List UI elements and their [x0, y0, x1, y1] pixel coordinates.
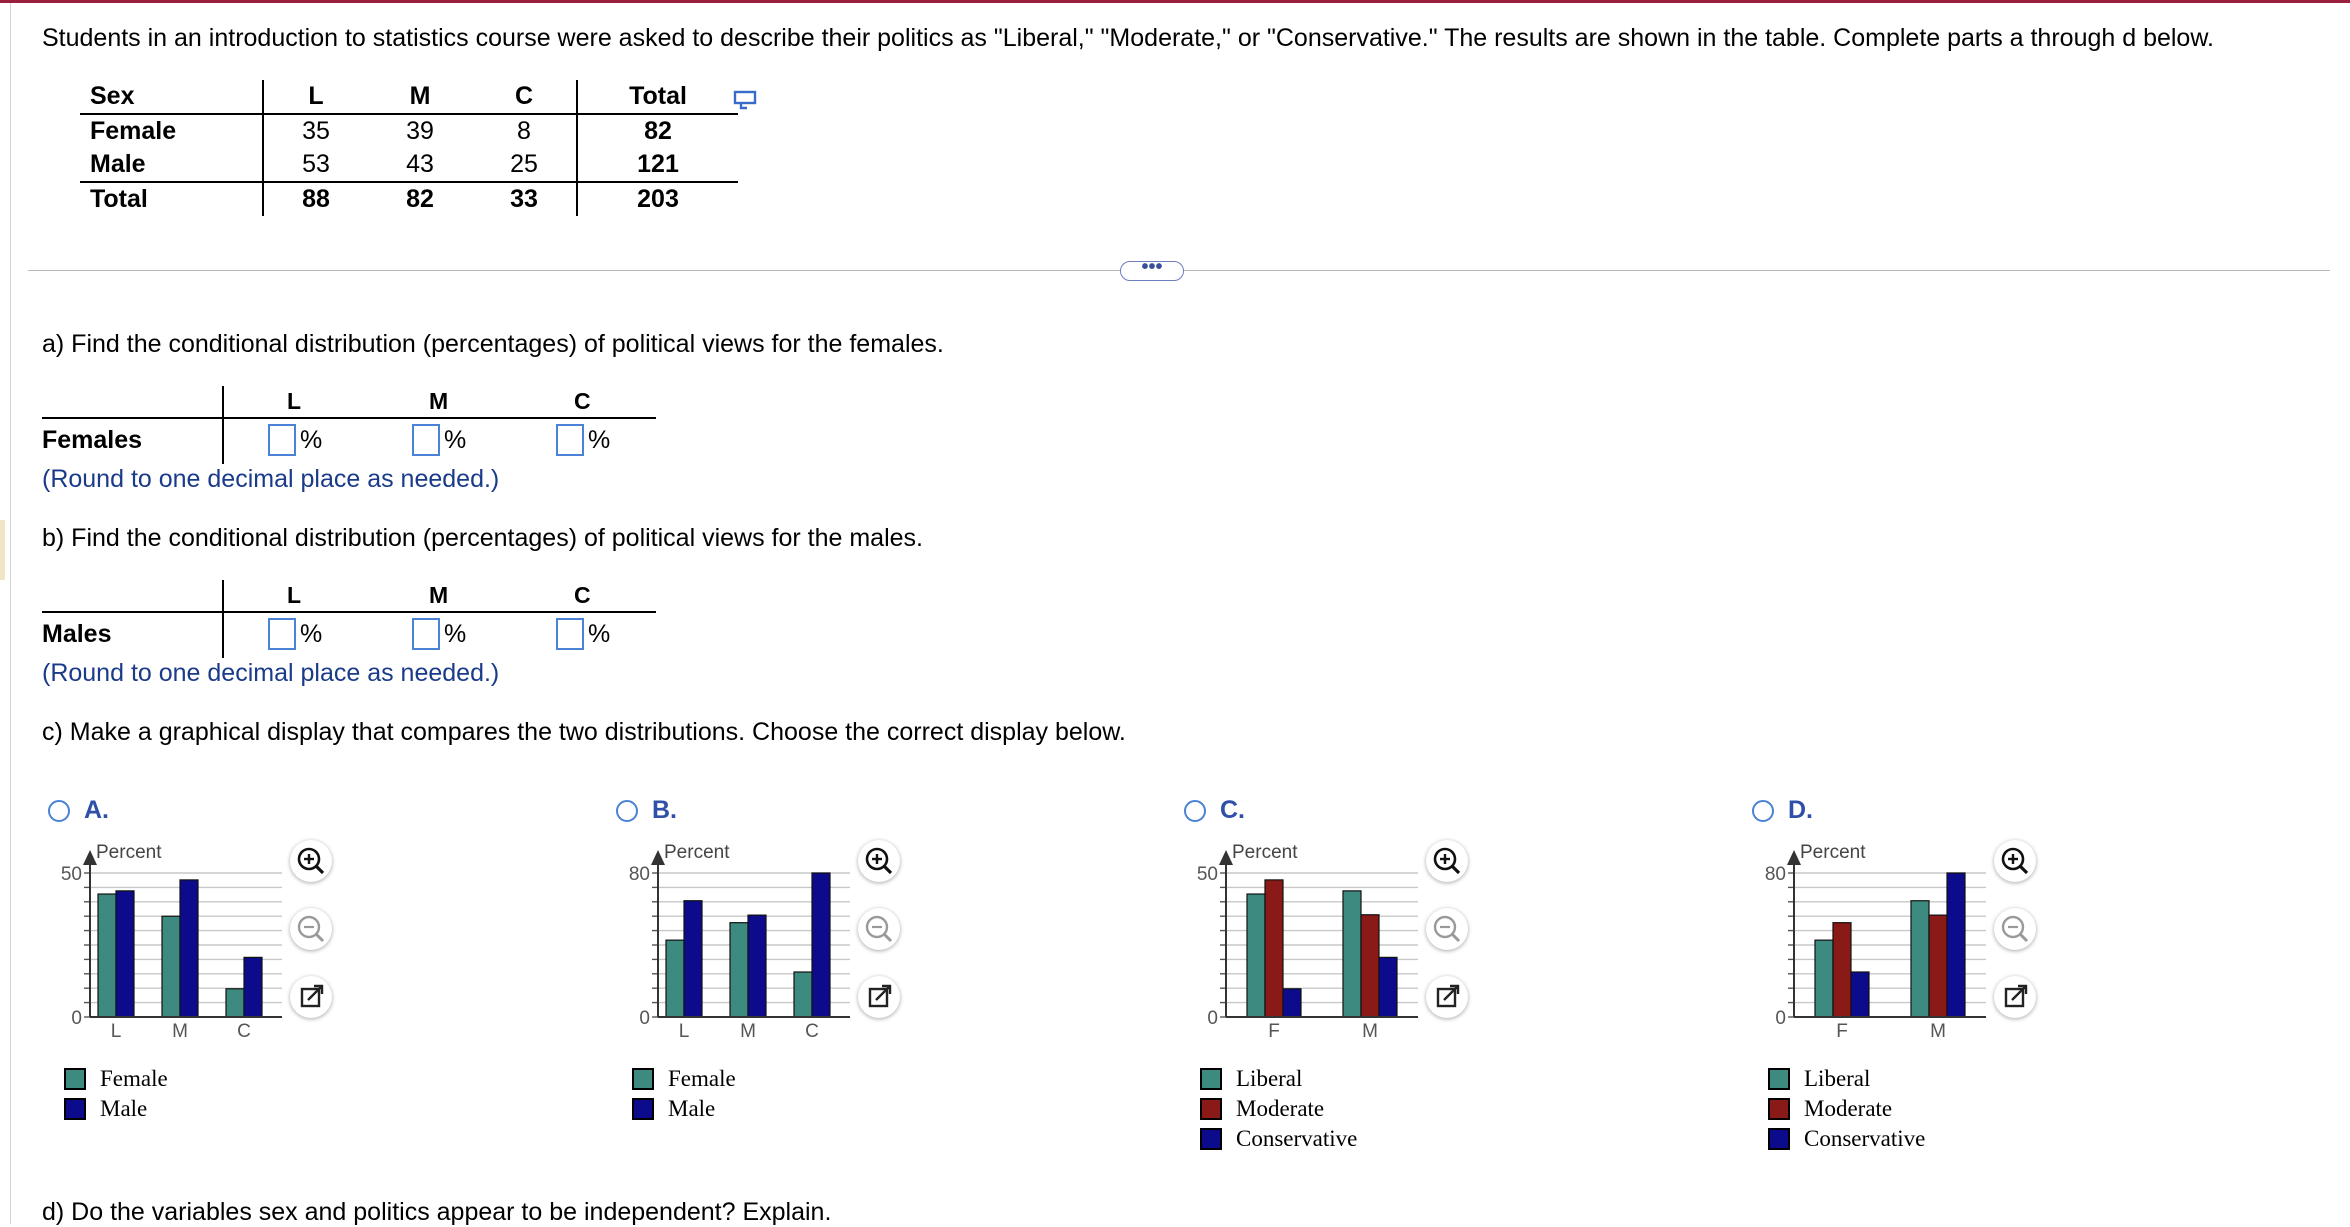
x-tick-label: C	[237, 1021, 251, 1042]
table-cell: 88	[263, 182, 368, 216]
part-b-rounding-note: (Round to one decimal place as needed.)	[42, 659, 500, 687]
table-header: C	[472, 80, 577, 114]
part-d-question: d) Do the variables sex and politics appear to be independent? Explain.	[42, 1198, 832, 1226]
part-a-col-c: C	[574, 388, 591, 414]
part-b-row-label: Males	[42, 620, 112, 648]
female-c-input[interactable]	[556, 424, 584, 456]
y-axis-arrow	[83, 850, 97, 865]
legend-swatch-moderate	[1768, 1098, 1790, 1120]
table-cell: 8	[517, 117, 531, 145]
left-border	[10, 3, 11, 1224]
part-a-question: a) Find the conditional distribution (percentages) of political views for the females.	[42, 330, 944, 358]
zoom-in-icon[interactable]	[290, 840, 332, 882]
copy-table-icon[interactable]	[733, 89, 759, 111]
part-a-rounding-note: (Round to one decimal place as needed.)	[42, 465, 500, 493]
option-b-label[interactable]: B.	[652, 796, 677, 824]
table-cell: 43	[406, 150, 434, 178]
problem-prompt: Students in an introduction to statistics course were asked to describe their politics as "Liberal," "Moderate," or "Conservative." The results are shown in the table. Complete parts a through d below.	[42, 24, 2214, 52]
option-c-radio[interactable]	[1184, 800, 1206, 822]
legend-label: Male	[100, 1096, 148, 1121]
part-b-col-l: L	[287, 582, 302, 608]
option-a-legend	[64, 1064, 168, 1124]
legend-swatch-conservative	[1768, 1128, 1790, 1150]
legend-label: Conservative	[1804, 1126, 1926, 1151]
table-header: M	[368, 80, 472, 114]
table-cell: 25	[510, 150, 538, 178]
legend-swatch-male	[64, 1098, 86, 1120]
legend-label: Liberal	[1236, 1066, 1303, 1091]
bar-conservative-f	[1851, 972, 1869, 1017]
y-tick-label: 80	[628, 864, 650, 885]
legend-label: Female	[100, 1066, 168, 1091]
bar-conservative-m	[1379, 957, 1397, 1017]
popout-icon[interactable]	[1994, 976, 2036, 1018]
top-accent-bar	[0, 0, 2350, 3]
data-table	[80, 80, 738, 216]
part-b-question: b) Find the conditional distribution (percentages) of political views for the males.	[42, 524, 923, 552]
x-tick-label: M	[172, 1021, 188, 1042]
table-cell: Female	[90, 117, 177, 145]
table-cell: 33	[472, 182, 577, 216]
option-d-radio[interactable]	[1752, 800, 1774, 822]
y-tick-label: 50	[60, 864, 82, 885]
part-b-divider	[222, 580, 224, 658]
table-row	[80, 182, 738, 216]
percent-sign: %	[444, 620, 467, 648]
table-cell: 82	[577, 114, 738, 148]
more-button[interactable]: •••	[1120, 261, 1184, 281]
zoom-in-icon[interactable]	[858, 840, 900, 882]
table-cell: 39	[406, 117, 434, 145]
left-marker	[0, 520, 5, 580]
table-header: L	[263, 80, 368, 114]
table-cell: 203	[577, 182, 738, 216]
option-a-chart	[50, 835, 290, 1045]
y-axis-arrow	[1787, 850, 1801, 865]
bar-liberal-f	[1247, 894, 1265, 1017]
table-cell: Total	[80, 182, 263, 216]
part-b-col-m: M	[429, 582, 449, 608]
bar-moderate-m	[1929, 915, 1947, 1017]
y-axis-title: Percent	[96, 842, 162, 863]
table-cell: 82	[368, 182, 472, 216]
popout-icon[interactable]	[858, 976, 900, 1018]
bar-moderate-f	[1265, 880, 1283, 1017]
option-c-legend	[1200, 1064, 1357, 1154]
x-tick-label: M	[1930, 1021, 1946, 1042]
female-l-input[interactable]	[268, 424, 296, 456]
legend-swatch-liberal	[1200, 1068, 1222, 1090]
legend-label: Moderate	[1236, 1096, 1325, 1121]
option-a-radio[interactable]	[48, 800, 70, 822]
y-tick-label: 0	[639, 1008, 650, 1029]
table-header: Total	[577, 80, 738, 114]
zoom-out-icon[interactable]	[290, 908, 332, 950]
part-a-row-label: Females	[42, 426, 143, 454]
table-cell: Male	[90, 150, 146, 178]
part-a-rule	[42, 417, 656, 419]
part-a-divider	[222, 386, 224, 464]
part-c-question: c) Make a graphical display that compares the two distributions. Choose the correct display below.	[42, 718, 1126, 746]
bar-female-l	[98, 894, 116, 1017]
x-tick-label: M	[740, 1021, 756, 1042]
legend-swatch-female	[632, 1068, 654, 1090]
part-b-rule	[42, 611, 656, 613]
y-axis-arrow	[651, 850, 665, 865]
percent-sign: %	[300, 620, 323, 648]
zoom-out-icon[interactable]	[1994, 908, 2036, 950]
zoom-out-icon[interactable]	[858, 908, 900, 950]
table-row	[80, 114, 738, 148]
y-axis-title: Percent	[664, 842, 730, 863]
y-axis-title: Percent	[1800, 842, 1866, 863]
bar-male-l	[684, 901, 702, 1017]
table-cell: 121	[577, 148, 738, 182]
option-b-legend	[632, 1064, 736, 1124]
bar-female-l	[666, 940, 684, 1017]
x-tick-label: F	[1836, 1021, 1848, 1042]
y-tick-label: 0	[1207, 1008, 1218, 1029]
male-m-input[interactable]	[412, 618, 440, 650]
male-l-input[interactable]	[268, 618, 296, 650]
legend-label: Male	[668, 1096, 716, 1121]
y-tick-label: 50	[1196, 864, 1218, 885]
legend-label: Liberal	[1804, 1066, 1871, 1091]
x-tick-label: F	[1268, 1021, 1280, 1042]
popout-icon[interactable]	[1426, 976, 1468, 1018]
option-d-legend	[1768, 1064, 1925, 1154]
legend-swatch-male	[632, 1098, 654, 1120]
percent-sign: %	[588, 426, 611, 454]
legend-swatch-moderate	[1200, 1098, 1222, 1120]
part-a-col-l: L	[287, 388, 302, 414]
bar-male-c	[812, 873, 830, 1017]
zoom-in-icon[interactable]	[1994, 840, 2036, 882]
y-tick-label: 0	[71, 1008, 82, 1029]
x-tick-label: C	[805, 1021, 819, 1042]
bar-liberal-m	[1343, 891, 1361, 1017]
percent-sign: %	[588, 620, 611, 648]
y-axis-arrow	[1219, 850, 1233, 865]
part-a-col-m: M	[429, 388, 449, 414]
legend-label: Conservative	[1236, 1126, 1358, 1151]
option-d-label[interactable]: D.	[1788, 796, 1813, 824]
table-cell: 35	[263, 114, 368, 148]
option-b-radio[interactable]	[616, 800, 638, 822]
option-d-chart	[1754, 835, 1994, 1045]
zoom-in-icon[interactable]	[1426, 840, 1468, 882]
option-c-chart	[1186, 835, 1426, 1045]
male-c-input[interactable]	[556, 618, 584, 650]
bar-liberal-m	[1911, 901, 1929, 1017]
bar-male-c	[244, 957, 262, 1017]
part-b-col-c: C	[574, 582, 591, 608]
table-cell: 53	[263, 148, 368, 182]
legend-swatch-conservative	[1200, 1128, 1222, 1150]
bar-conservative-f	[1283, 989, 1301, 1017]
legend-label: Female	[668, 1066, 736, 1091]
option-b-chart	[618, 835, 858, 1045]
bar-female-c	[226, 989, 244, 1017]
table-header: Sex	[80, 80, 263, 114]
bar-conservative-m	[1947, 873, 1965, 1017]
bar-moderate-m	[1361, 915, 1379, 1017]
legend-swatch-female	[64, 1068, 86, 1090]
bar-male-m	[180, 880, 198, 1017]
percent-sign: %	[300, 426, 323, 454]
zoom-out-icon[interactable]	[1426, 908, 1468, 950]
option-a-label[interactable]: A.	[84, 796, 109, 824]
bar-female-m	[730, 923, 748, 1017]
bar-male-l	[116, 891, 134, 1017]
bar-moderate-f	[1833, 923, 1851, 1017]
popout-icon[interactable]	[290, 976, 332, 1018]
female-m-input[interactable]	[412, 424, 440, 456]
bar-male-m	[748, 915, 766, 1017]
option-c-label[interactable]: C.	[1220, 796, 1245, 824]
y-axis-title: Percent	[1232, 842, 1298, 863]
bar-female-c	[794, 972, 812, 1017]
x-tick-label: M	[1362, 1021, 1378, 1042]
percent-sign: %	[444, 426, 467, 454]
table-row	[80, 148, 738, 182]
legend-label: Moderate	[1804, 1096, 1893, 1121]
y-tick-label: 80	[1764, 864, 1786, 885]
bar-liberal-f	[1815, 940, 1833, 1017]
x-tick-label: L	[678, 1021, 690, 1042]
bar-female-m	[162, 916, 180, 1017]
x-tick-label: L	[110, 1021, 122, 1042]
legend-swatch-liberal	[1768, 1068, 1790, 1090]
y-tick-label: 0	[1775, 1008, 1786, 1029]
